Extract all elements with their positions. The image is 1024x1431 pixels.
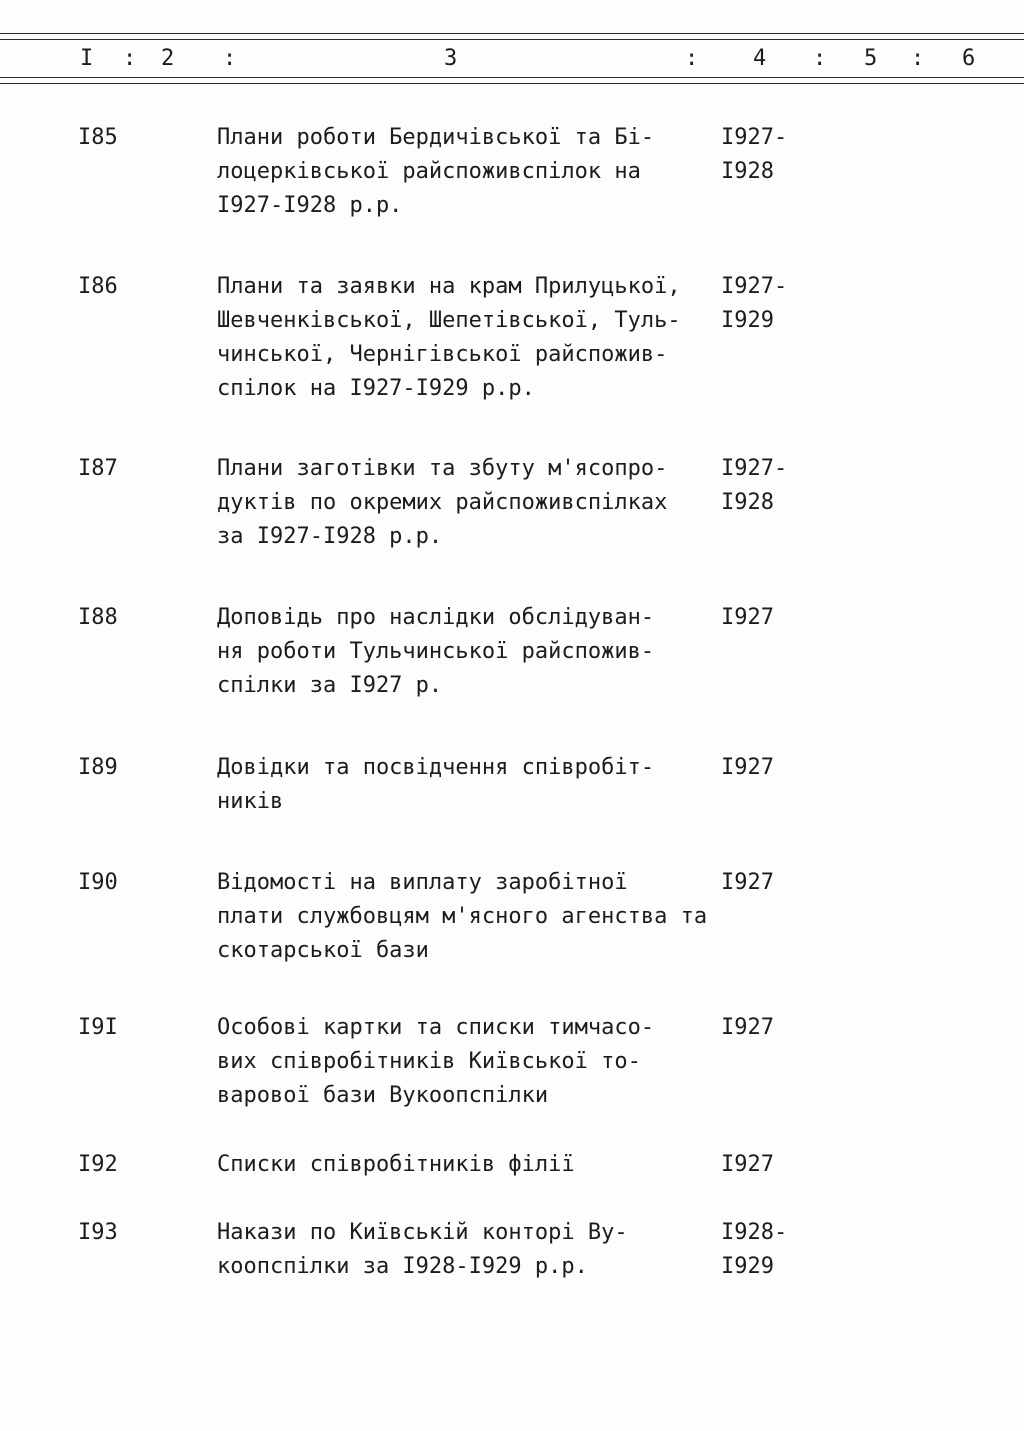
entry-dates: [721, 121, 841, 189]
entry-number: I88: [78, 605, 118, 630]
description-line: Особові картки та списки тимчасо-: [217, 1015, 655, 1040]
date-line: I927: [721, 870, 774, 895]
description-line: Плани роботи Бердичівської та Бі-: [217, 125, 655, 150]
entry-description: [217, 1148, 717, 1182]
entry-description: [217, 601, 717, 703]
description-line: Плани та заявки на крам Прилуцької,: [217, 274, 681, 299]
entry-number: I85: [78, 125, 118, 150]
description-line: варової бази Вукоопспілки: [217, 1083, 549, 1108]
entry-dates: [721, 751, 841, 785]
description-line: Накази по Київській конторі Ву-: [217, 1220, 628, 1245]
header-rule-top-inner: [0, 39, 1024, 40]
date-line: I927: [721, 755, 774, 780]
date-line: I929: [721, 1254, 774, 1279]
entry-description: [217, 270, 717, 406]
description-line: Довідки та посвідчення співробіт-: [217, 755, 655, 780]
column-header: 5: [864, 46, 878, 71]
entry-dates: [721, 270, 841, 338]
entry-description: [217, 866, 717, 968]
column-separator: :: [911, 46, 925, 71]
description-line: коопспілки за I928-I929 р.р.: [217, 1254, 588, 1279]
description-line: чинської, Чернігівської райспожив-: [217, 342, 668, 367]
header-rule-top: [0, 33, 1024, 34]
date-line: I928: [721, 159, 774, 184]
description-line: ників: [217, 789, 284, 814]
description-line: дуктів по окремих райспоживспілках: [217, 490, 668, 515]
description-line: вих співробітників Київської то-: [217, 1049, 641, 1074]
entry-dates: [721, 601, 841, 635]
entry-dates: [721, 1011, 841, 1045]
column-separator: :: [685, 46, 699, 71]
date-line: I927-: [721, 456, 788, 481]
column-separator: :: [223, 46, 237, 71]
description-line: Доповідь про наслідки обслідуван-: [217, 605, 655, 630]
date-line: I927: [721, 1152, 774, 1177]
entry-description: [217, 121, 717, 223]
entry-number: I93: [78, 1220, 118, 1245]
column-header: 4: [753, 46, 767, 71]
entry-description: [217, 452, 717, 554]
header-rule-bottom-inner: [0, 83, 1024, 84]
description-line: Шевченківської, Шепетівської, Туль-: [217, 308, 681, 333]
entry-number: I9I: [78, 1015, 118, 1040]
description-line: за I927-I928 р.р.: [217, 524, 443, 549]
description-line: плати службовцям м'ясного агенства та: [217, 904, 708, 929]
description-line: скотарської бази: [217, 938, 429, 963]
date-line: I927-: [721, 274, 788, 299]
description-line: ня роботи Тульчинської райспожив-: [217, 639, 655, 664]
column-header: 2: [161, 46, 175, 71]
entry-number: I90: [78, 870, 118, 895]
description-line: лоцерківської райспоживспілок на: [217, 159, 641, 184]
entry-number: I89: [78, 755, 118, 780]
description-line: I927-I928 р.р.: [217, 193, 403, 218]
entry-description: [217, 1216, 717, 1284]
description-line: спілки за I927 р.: [217, 673, 443, 698]
description-line: спілок на I927-I929 р.р.: [217, 376, 535, 401]
description-line: Списки співробітників філії: [217, 1152, 575, 1177]
date-line: I927: [721, 605, 774, 630]
column-header: 3: [444, 46, 458, 71]
header-rule-bottom: [0, 77, 1024, 78]
date-line: I927-: [721, 125, 788, 150]
date-line: I927: [721, 1015, 774, 1040]
description-line: Плани заготівки та збуту м'ясопро-: [217, 456, 668, 481]
entry-dates: [721, 452, 841, 520]
entry-dates: [721, 1216, 841, 1284]
date-line: I928: [721, 490, 774, 515]
date-line: I928-: [721, 1220, 788, 1245]
description-line: Відомості на виплату заробітної: [217, 870, 628, 895]
entry-number: I86: [78, 274, 118, 299]
column-separator: :: [813, 46, 827, 71]
date-line: I929: [721, 308, 774, 333]
entry-number: I87: [78, 456, 118, 481]
column-header: I: [80, 46, 94, 71]
entry-dates: [721, 1148, 841, 1182]
entry-dates: [721, 866, 841, 900]
entry-description: [217, 1011, 717, 1113]
column-header: 6: [962, 46, 976, 71]
column-separator: :: [123, 46, 137, 71]
entry-number: I92: [78, 1152, 118, 1177]
entry-description: [217, 751, 717, 819]
